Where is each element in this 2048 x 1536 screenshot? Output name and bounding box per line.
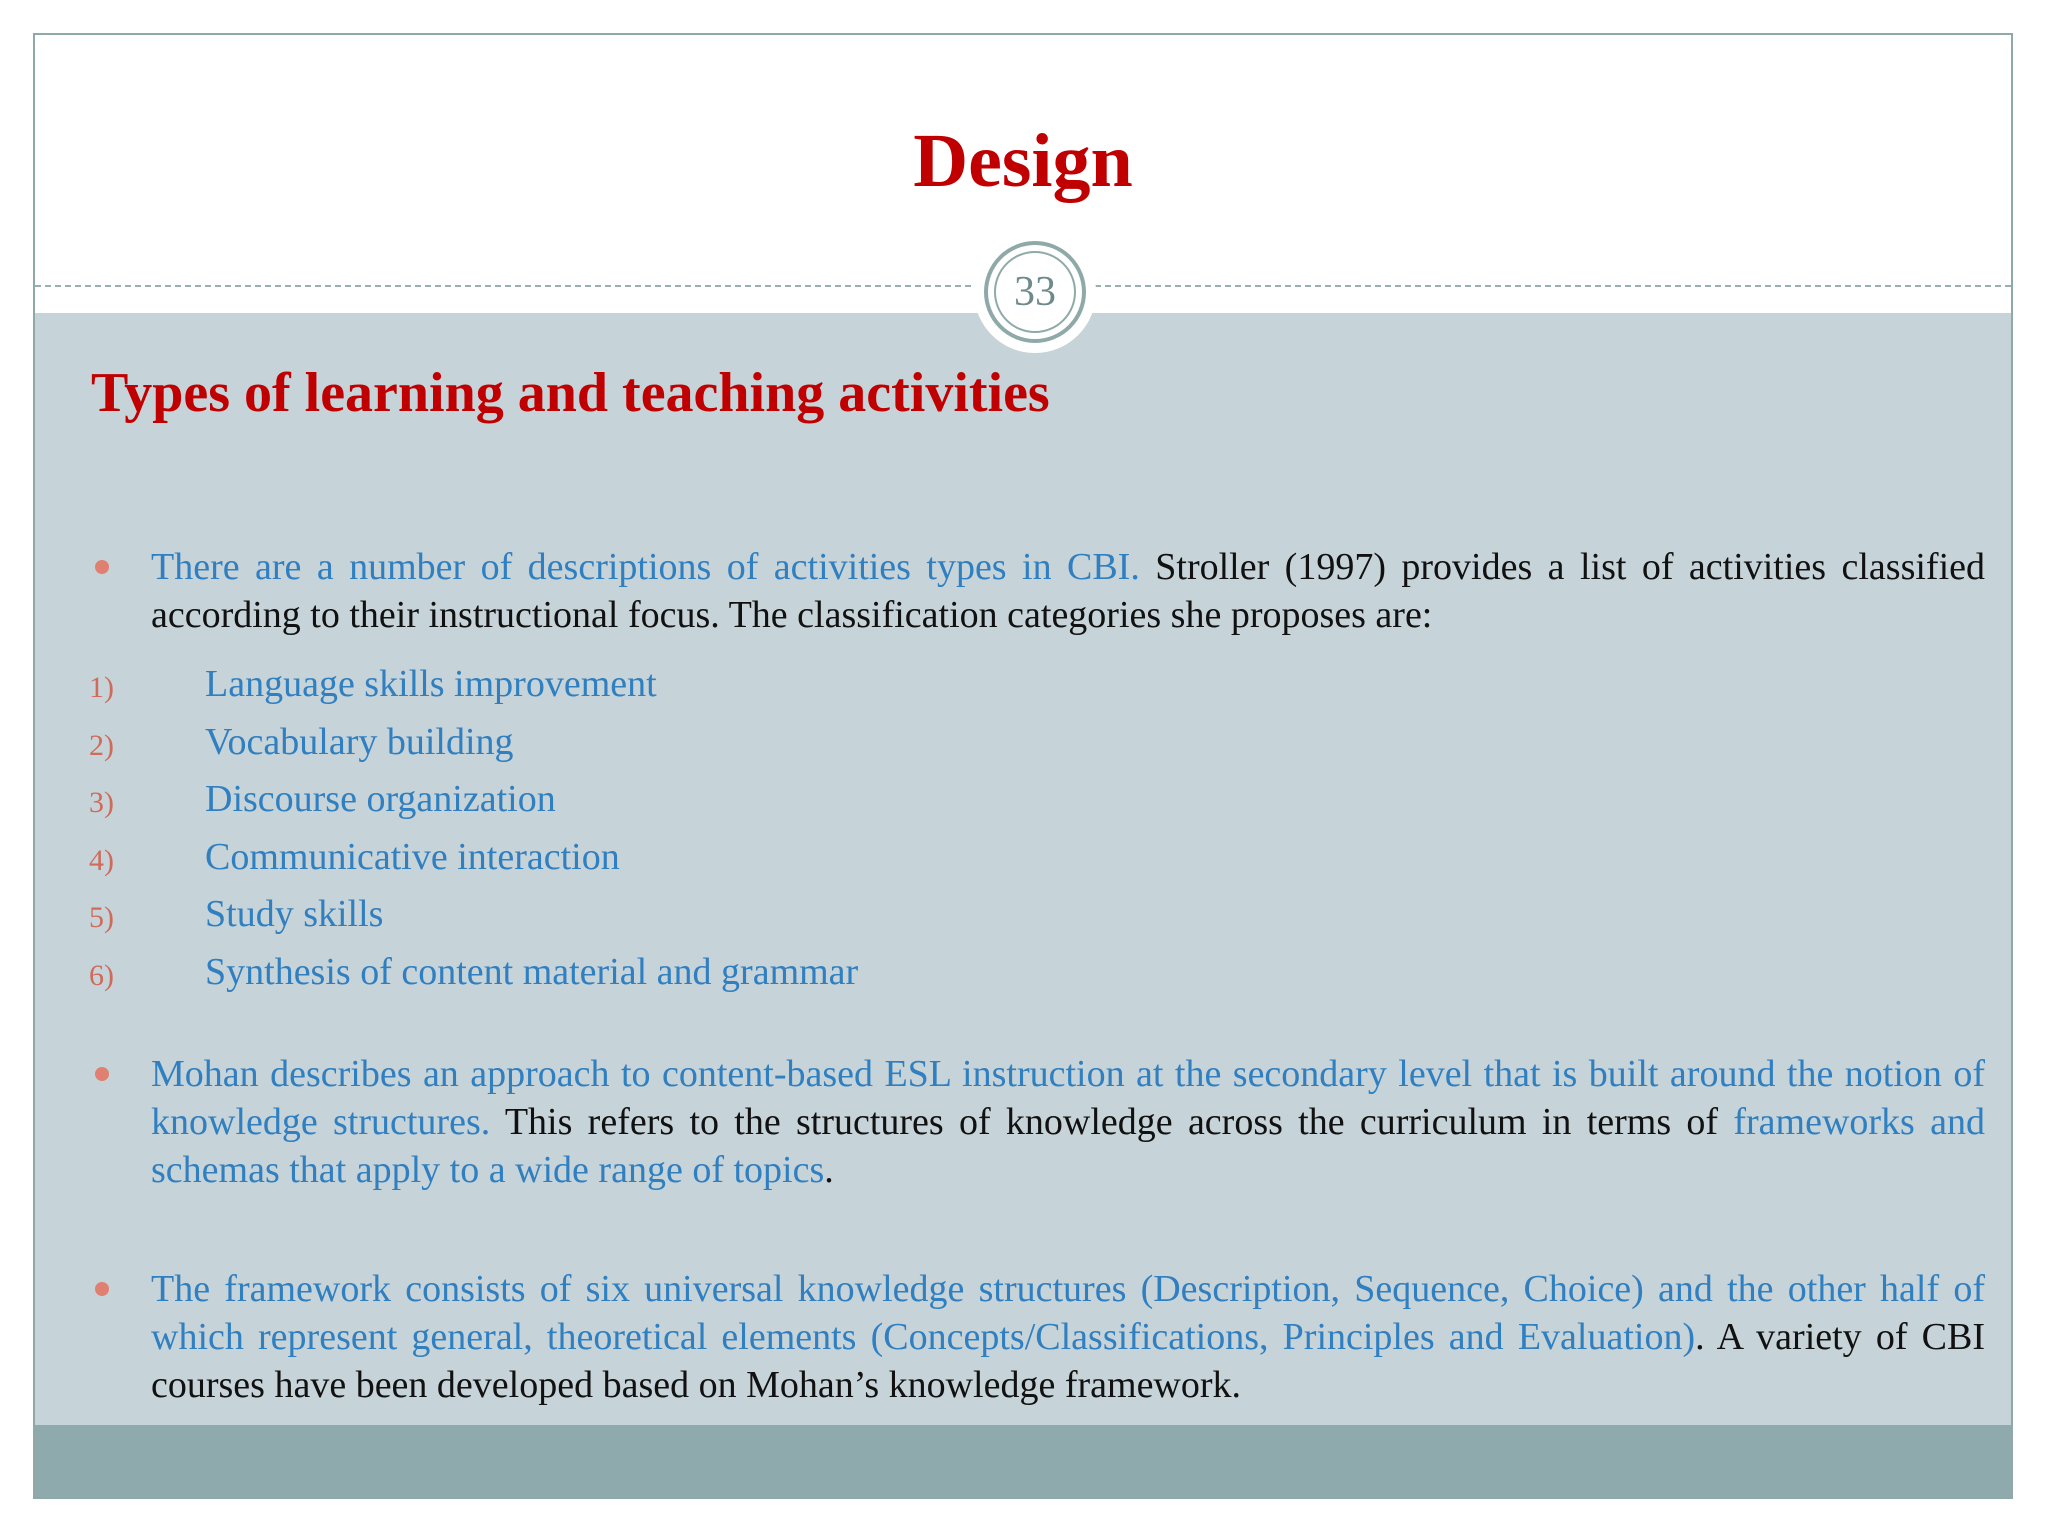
bullet-paragraph-1 bbox=[151, 543, 1985, 639]
bullet-paragraph-2 bbox=[151, 1050, 1985, 1194]
slide bbox=[33, 33, 2013, 1499]
bullet-dot bbox=[95, 1282, 109, 1296]
list-item-label: Communicative interaction bbox=[205, 835, 620, 878]
bullet-2-text-end: . bbox=[824, 1149, 834, 1191]
list-marker: 4) bbox=[89, 843, 114, 877]
list-marker: 1) bbox=[89, 671, 114, 704]
list-item-label: Synthesis of content material and grammar bbox=[205, 950, 859, 993]
list-marker: 6) bbox=[89, 958, 114, 992]
list-marker: 5) bbox=[89, 901, 114, 934]
page-number-ring bbox=[984, 241, 1086, 343]
page-number-badge bbox=[974, 231, 1096, 353]
bullet-2-highlight: Mohan describes an approach to content-based ESL instruction at the secondary level that is built around the notion of knowledge structures. bbox=[151, 1053, 1985, 1143]
list-item-label: Language skills improvement bbox=[205, 663, 657, 705]
page-number: 33 bbox=[994, 251, 1076, 333]
list-item-label: Discourse organization bbox=[205, 778, 556, 820]
section-heading: Types of learning and teaching activities bbox=[91, 362, 1050, 424]
bullet-2-highlight-2: frameworks and schemas that apply to a wide range of topics bbox=[151, 1101, 1985, 1191]
footer-band bbox=[35, 1425, 2011, 1497]
bullet-paragraph-3 bbox=[151, 1265, 1985, 1409]
bullet-3-highlight: The framework consists of six universal knowledge structures (Description, Sequence, Choice) and the other half of which represent general, theoretical elements (Concepts/Classifications, Principles and Evaluation) bbox=[151, 1268, 1985, 1358]
bullet-3-text: . A variety of CBI courses have been developed based on Mohan’s knowledge framework. bbox=[151, 1316, 1985, 1406]
list-marker: 3) bbox=[89, 786, 114, 819]
list-item-label: Vocabulary building bbox=[205, 720, 514, 763]
list-item-label: Study skills bbox=[205, 893, 384, 935]
bullet-dot bbox=[95, 560, 109, 574]
bullet-1-text: Stroller (1997) provides a list of activities classified according to their instructional focus. The classification categories she proposes are: bbox=[151, 546, 1985, 636]
bullet-1-highlight: There are a number of descriptions of activities types in CBI. bbox=[151, 546, 1140, 588]
bullet-2-text: This refers to the structures of knowledge across the curriculum in terms of bbox=[490, 1101, 1734, 1143]
slide-title: Design bbox=[913, 119, 1133, 203]
bullet-dot bbox=[95, 1067, 109, 1081]
list-marker: 2) bbox=[89, 728, 114, 762]
